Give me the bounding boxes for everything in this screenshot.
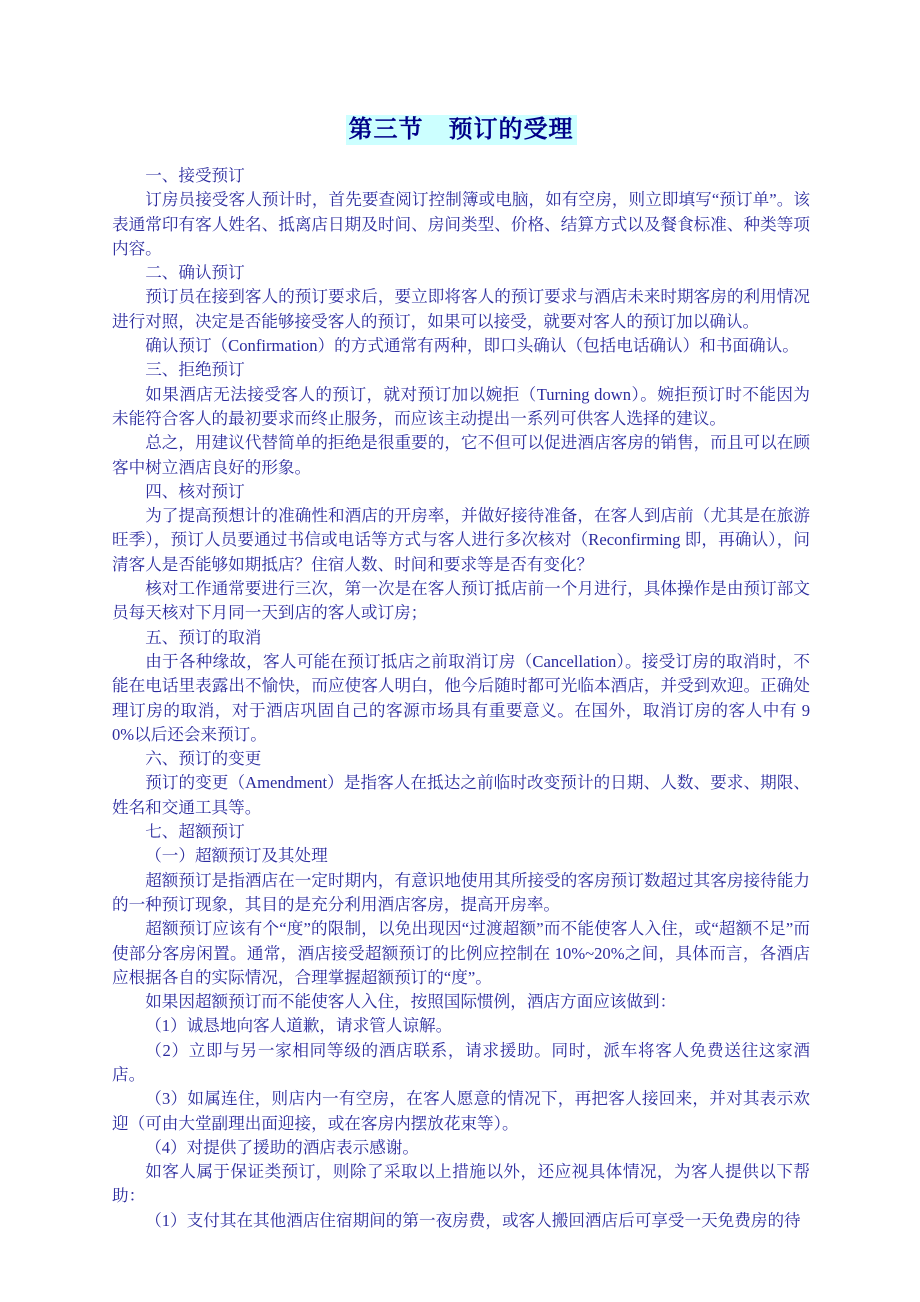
document-title bbox=[112, 112, 810, 148]
section-heading: 七、超额预订 bbox=[145, 822, 245, 842]
section-heading: 二、确认预订 bbox=[145, 263, 245, 283]
paragraph: 确认预订（Confirmation）的方式通常有两种，即口头确认（包括电话确认）和书面确认。 bbox=[145, 336, 799, 356]
paragraph: 如果因超额预订而不能使客人入住，按照国际惯例，酒店方面应该做到： bbox=[145, 992, 677, 1012]
title-highlight: 第三节 预订的受理 bbox=[346, 115, 577, 145]
paragraph: 核对工作通常要进行三次，第一次是在客人预订抵店前一个月进行，具体操作是由预订部文员每天核对下月同一天到店的客人或订房； bbox=[112, 579, 810, 623]
paragraph: （2）立即与另一家相同等级的酒店联系，请求援助。同时，派车将客人免费送往这家酒店。 bbox=[112, 1040, 810, 1084]
paragraph: 超额预订是指酒店在一定时期内，有意识地使用其所接受的客房预订数超过其客房接待能力的一种预订现象，其目的是充分利用酒店客房，提高开房率。 bbox=[112, 870, 810, 914]
paragraph: 超额预订应该有个“度”的限制，以免出现因“过渡超额”而不能使客人入住，或“超额不足”而使部分客房闲置。通常，酒店接受超额预订的比例应控制在 10%~20%之间，具体而言，各酒店应根据各自的实际情况，合理掌握超额预订的“度”。 bbox=[112, 919, 810, 987]
paragraph: 为了提高预想计的准确性和酒店的开房率，并做好接待准备，在客人到店前（尤其是在旅游旺季），预订人员要通过书信或电话等方式与客人进行多次核对（Reconfirming 即，再确认），问清客人是否能够如期抵店？住宿人数、时间和要求等是否有变化？ bbox=[112, 506, 810, 574]
paragraph: （3）如属连住，则店内一有空房，在客人愿意的情况下，再把客人接回来，并对其表示欢迎（可由大堂副理出面迎接，或在客房内摆放花束等）。 bbox=[112, 1089, 810, 1133]
paragraph: 如客人属于保证类预订，则除了采取以上措施以外，还应视具体情况，为客人提供以下帮助： bbox=[112, 1162, 810, 1206]
paragraph: 如果酒店无法接受客人的预订，就对预订加以婉拒（Turning down）。婉拒预订时不能因为未能符合客人的最初要求而终止服务，而应该主动提出一系列可供客人选择的建议。 bbox=[112, 384, 810, 428]
sub-heading: （一）超额预订及其处理 bbox=[145, 846, 328, 866]
paragraph: （4）对提供了援助的酒店表示感谢。 bbox=[145, 1137, 419, 1157]
section-heading: 六、预订的变更 bbox=[145, 749, 262, 769]
section-heading: 一、接受预订 bbox=[145, 166, 245, 185]
paragraph: 由于各种缘故，客人可能在预订抵店之前取消订房（Cancellation）。接受订房的取消时，不能在电话里表露出不愉快，而应使客人明白，他今后随时都可光临本酒店，并受到欢迎。正确处理订房的取消，对于酒店巩固自己的客源市场具有重要意义。在国外，取消订房的客人中有 90%以后还会来预订。 bbox=[112, 651, 810, 744]
paragraph: 总之，用建议代替简单的拒绝是很重要的，它不但可以促进酒店客房的销售，而且可以在顾客中树立酒店良好的形象。 bbox=[112, 433, 810, 477]
section-heading: 五、预订的取消 bbox=[145, 627, 262, 647]
paragraph: 订房员接受客人预计时，首先要查阅订控制簿或电脑，如有空房，则立即填写“预订单”。该表通常印有客人姓名、抵离店日期及时间、房间类型、价格、结算方式以及餐食标准、种类等项内容。 bbox=[112, 190, 810, 258]
paragraph-container bbox=[112, 164, 810, 1233]
section-heading: 三、拒绝预订 bbox=[145, 360, 245, 380]
paragraph: 预订的变更（Amendment）是指客人在抵达之前临时改变预计的日期、人数、要求、期限、姓名和交通工具等。 bbox=[112, 773, 810, 817]
paragraph: （1）诚恳地向客人道歉，请求管人谅解。 bbox=[145, 1016, 453, 1036]
document-body bbox=[112, 112, 810, 1233]
section-heading: 四、核对预订 bbox=[145, 481, 245, 501]
paragraph: （1）支付其在其他酒店住宿期间的第一夜房费，或客人搬回酒店后可享受一天免费房的待 bbox=[145, 1210, 801, 1230]
paragraph: 预订员在接到客人的预订要求后，要立即将客人的预订要求与酒店未来时期客房的利用情况进行对照，决定是否能够接受客人的预订，如果可以接受，就要对客人的预订加以确认。 bbox=[112, 287, 810, 331]
